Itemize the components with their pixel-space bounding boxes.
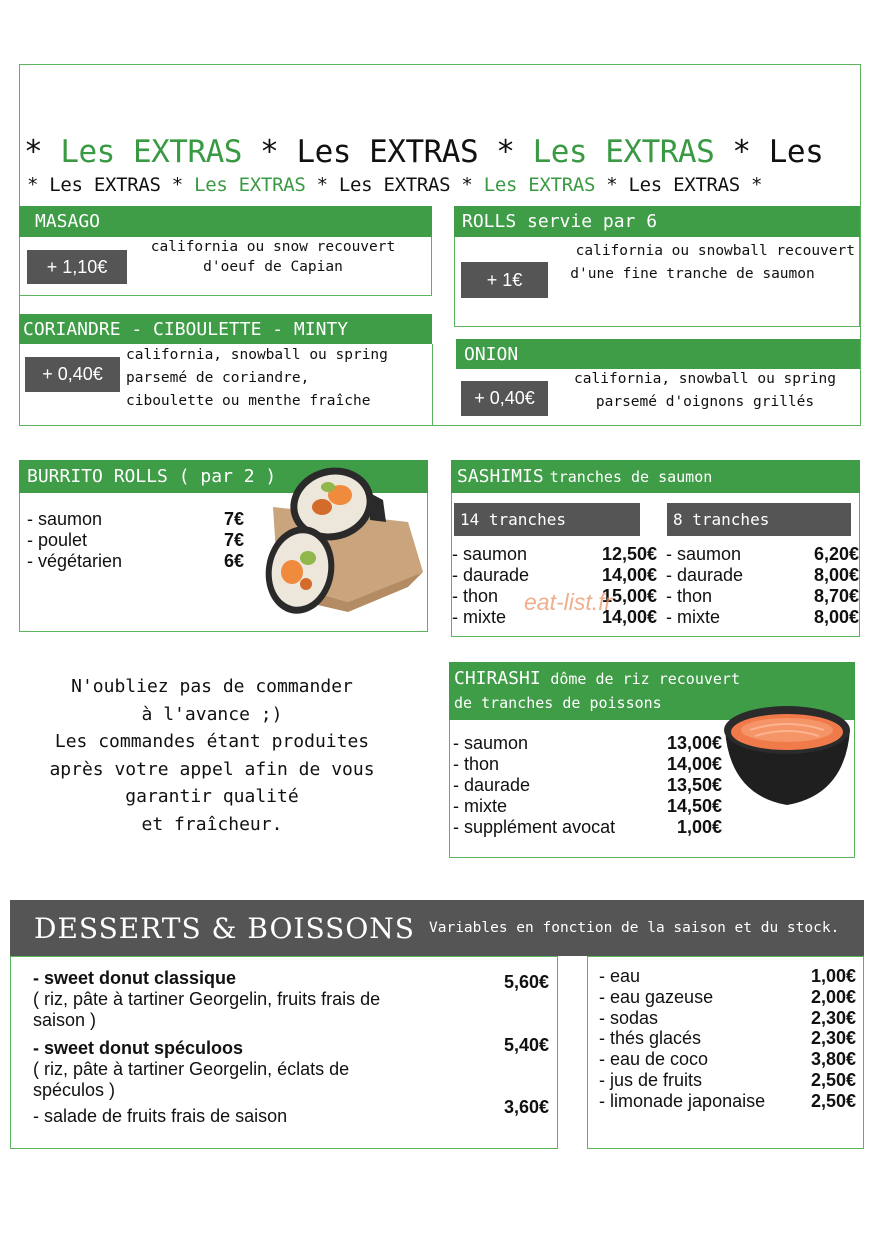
- chirashi-subtitle-1: dôme de riz recouvert: [550, 670, 740, 688]
- sashimis-8-label: 8 tranches: [667, 503, 851, 536]
- coriandre-divider: [432, 344, 433, 426]
- burrito-image: [258, 462, 428, 622]
- desserts-header: [10, 900, 864, 956]
- sashimis-header: [451, 460, 860, 493]
- sashimis-subtitle: tranches de saumon: [549, 467, 713, 486]
- sashimis-8-row-4: - mixte 8,00€: [666, 607, 859, 627]
- rolls-desc-2: d'une fine tranche de saumon: [570, 266, 815, 282]
- drink-row-4: - thés glacés 2,30€: [599, 1028, 856, 1048]
- masago-price: + 1,10€: [27, 250, 127, 284]
- chirashi-subtitle-2: de tranches de poissons: [454, 694, 662, 712]
- desserts-title: DESSERTS & BOISSONS: [34, 911, 415, 945]
- coriandre-desc-3: ciboulette ou menthe fraîche: [126, 393, 371, 409]
- dessert-price-1: 5,60€: [503, 972, 549, 992]
- dessert-price-2: 5,40€: [503, 1035, 549, 1055]
- desserts-subtitle: Variables en fonction de la saison et du stock.: [429, 920, 840, 936]
- burrito-title: BURRITO ROLLS ( par 2 ): [19, 460, 428, 493]
- rolls-price: + 1€: [461, 262, 548, 298]
- sashimis-8-row-2: - daurade 8,00€: [666, 565, 859, 585]
- chirashi-row-5: - supplément avocat 1,00€: [453, 817, 722, 837]
- drink-row-3: - sodas 2,30€: [599, 1008, 856, 1028]
- drink-row-1: - eau 1,00€: [599, 966, 856, 986]
- onion-title: ONION: [456, 339, 860, 369]
- masago-desc-1: california ou snow recouvert: [150, 239, 396, 255]
- extras-banner-line1: * Les EXTRAS * Les EXTRAS * Les EXTRAS * Les: [24, 134, 824, 170]
- burrito-row-3: - végétarien 6€: [27, 551, 244, 571]
- chirashi-title: CHIRASHI: [454, 668, 541, 689]
- chirashi-bowl-image: [720, 700, 855, 810]
- coriandre-desc-1: california, snowball ou spring: [126, 347, 388, 363]
- sashimis-14-row-4: - mixte 14,00€: [452, 607, 657, 627]
- chirashi-row-2: - thon 14,00€: [453, 754, 722, 774]
- chirashi-row-1: - saumon 13,00€: [453, 733, 722, 753]
- chirashi-row-4: - mixte 14,50€: [453, 796, 722, 816]
- rolls-desc-1: california ou snowball recouvert: [575, 243, 855, 259]
- rolls-title: ROLLS servie par 6: [454, 206, 860, 237]
- sashimis-title: SASHIMIS: [457, 466, 544, 487]
- onion-desc-2: parsemé d'oignons grillés: [595, 394, 815, 410]
- onion-price: + 0,40€: [461, 381, 548, 416]
- drink-row-2: - eau gazeuse 2,00€: [599, 987, 856, 1007]
- order-note: N'oubliez pas de commander à l'avance ;) Les commandes étant produites après votre appel afin de vous garantir qualité et fraîcheur.: [49, 676, 375, 835]
- masago-desc-2: d'oeuf de Capian: [203, 259, 343, 275]
- dessert-item-2: - sweet donut spéculoos ( riz, pâte à tartiner Georgelin, éclats de spéculos ): [33, 1038, 350, 1100]
- drink-row-5: - eau de coco 3,80€: [599, 1049, 856, 1069]
- sashimis-14-row-3: - thon 15,00€: [452, 586, 657, 606]
- sashimis-14-row-1: - saumon 12,50€: [452, 544, 657, 564]
- chirashi-row-3: - daurade 13,50€: [453, 775, 722, 795]
- burrito-row-1: - saumon 7€: [27, 509, 244, 529]
- coriandre-price: + 0,40€: [25, 357, 120, 392]
- dessert-item-3: - salade de fruits frais de saison: [33, 1106, 288, 1126]
- drink-row-7: - limonade japonaise 2,50€: [599, 1091, 856, 1111]
- sashimis-8-row-3: - thon 8,70€: [666, 586, 859, 606]
- dessert-item-1: - sweet donut classique ( riz, pâte à tartiner Georgelin, fruits frais de saison ): [33, 968, 381, 1030]
- masago-title: MASAGO: [19, 206, 432, 237]
- drink-row-6: - jus de fruits 2,50€: [599, 1070, 856, 1090]
- sashimis-14-label: 14 tranches: [454, 503, 640, 536]
- burrito-row-2: - poulet 7€: [27, 530, 244, 550]
- coriandre-title: CORIANDRE - CIBOULETTE - MINTY: [19, 314, 432, 344]
- extras-banner-line2: * Les EXTRAS * Les EXTRAS * Les EXTRAS * Les EXTRAS * Les EXTRAS *: [27, 174, 763, 196]
- sashimis-14-row-2: - daurade 14,00€: [452, 565, 657, 585]
- sashimis-8-row-1: - saumon 6,20€: [666, 544, 859, 564]
- watermark: eat-list.fr: [524, 589, 613, 615]
- onion-desc-1: california, snowball ou spring: [574, 371, 836, 387]
- coriandre-desc-2: parsemé de coriandre,: [126, 370, 310, 386]
- dessert-price-3: 3,60€: [503, 1097, 549, 1117]
